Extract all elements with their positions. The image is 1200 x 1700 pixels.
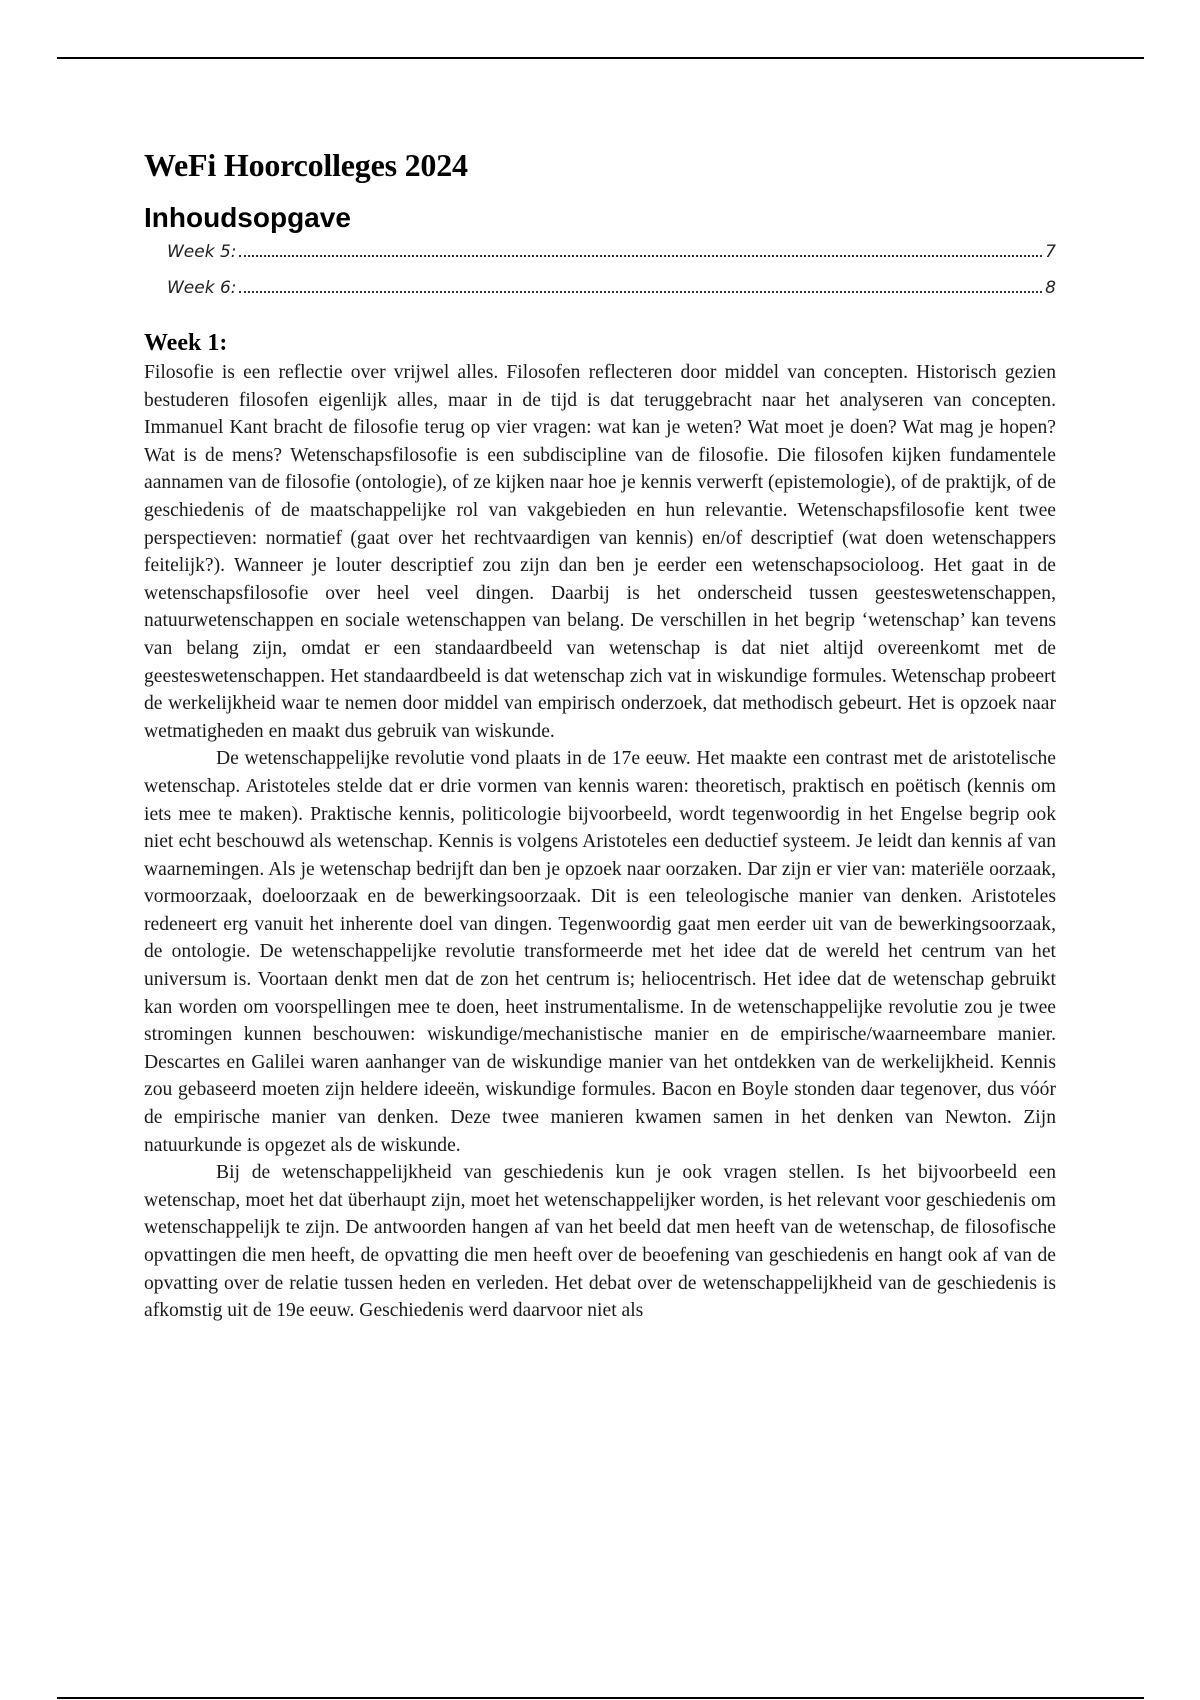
document-title: WeFi Hoorcolleges 2024 <box>144 147 468 183</box>
toc-entry-page: 7 <box>1045 242 1056 262</box>
toc-entry-week-5[interactable] <box>167 242 1056 278</box>
week-1-heading <box>144 328 1056 358</box>
toc-heading: Inhoudsopgave <box>144 202 351 233</box>
paragraph: Bij de wetenschappelijkheid van geschiedenis kun je ook vragen stellen. Is het bijvoorbeeld een wetenschap, moet het dat überhaupt zijn, moet het wetenschappelijker worden, is het relevant voor geschiedenis om wetenschappelijk te zijn. De antwoorden hangen af van het beeld dat men heeft van de wetenschap, de filosofische opvattingen die men heeft, de opvatting die men heeft over de beoefening van geschiedenis en hangt ook af van de opvatting over de relatie tussen heden en verleden. Het debat over de wetenschappelijkheid van de geschiedenis is afkomstig uit de 19e eeuw. Geschiedenis werd daarvoor niet als <box>144 1162 1056 1322</box>
toc-entry-label: Week 5: <box>167 242 237 262</box>
toc-entry-label: Week 6: <box>167 278 237 298</box>
toc-dot-leader <box>239 291 1043 293</box>
table-of-contents <box>144 242 1056 314</box>
paragraph: De wetenschappelijke revolutie vond plaats in de 17e eeuw. Het maakte een contrast met de aristotelische wetenschap. Aristoteles stelde dat er drie vormen van kennis waren: theoretisch, praktisch en poëtisch (kennis om iets mee te maken). Praktische kennis, politicologie bijvoorbeeld, wordt tegenwoordig in het Engelse begrip ook niet echt beschouwd als wetenschap. Kennis is volgens Aristoteles een deductief systeem. Je leidt dan kennis af van waarnemingen. Als je wetenschap bedrijft dan ben je opzoek naar oorzaken. Dar zijn er vier van: materiële oorzaak, vormoorzaak, doeloorzaak en de bewerkingsoorzaak. Dit is een teleologische manier van denken. Aristoteles redeneert erg vanuit het inherente doel van dingen. Tegenwoordig gaat men eerder uit van de bewerkingsoorzaak, de ontologie. De wetenschappelijke revolutie transformeerde met het idee dat de wereld het centrum van het universum is. Voortaan denkt men dat de zon het centrum is; heliocentrisch. Het idee dat de wetenschap gebruikt kan worden om voorspellingen mee te doen, heet instrumentalisme. In de wetenschappelijke revolutie zou je twee stromingen kunnen beschouwen: wiskundige/mechanistische manier en de empirische/waarneembare manier. Descartes en Galilei waren aanhanger van de wiskundige manier van het ontdekken van de werkelijkheid. Kennis zou gebaseerd moeten zijn heldere ideeën, wiskundige formules. Bacon en Boyle stonden daar tegenover, dus vóór de empirische manier van denken. Deze twee manieren kwamen samen in het denken van Newton. Zijn natuurkunde is opgezet als de wiskunde. <box>144 748 1056 1156</box>
toc-dot-leader <box>239 255 1043 257</box>
toc-entry-week-6[interactable] <box>167 278 1056 314</box>
paragraph: Filosofie is een reflectie over vrijwel alles. Filosofen reflecteren door middel van concepten. Historisch gezien bestuderen filosofen eigenlijk alles, maar in de tijd is dat teruggebracht naar het analyseren van concepten. Immanuel Kant bracht de filosofie terug op vier vragen: wat kan je weten? Wat moet je doen? Wat mag je hopen? Wat is de mens? Wetenschapsfilosofie is een subdiscipline van de filosofie. Die filosofen kijken fundamentele aannamen van de filosofie (ontologie), of ze kijken naar hoe je kennis verwerft (epistemologie), of de praktijk, of de geschiedenis of de maatschappelijke rol van vakgebieden en hun relevantie. Wetenschapsfilosofie kent twee perspectieven: normatief (gaat over het rechtvaardigen van kennis) en/of descriptief (wat doen wetenschappers feitelijk?). Wanneer je louter descriptief zou zijn dan ben je eerder een wetenschapsocioloog. Het gaat in de wetenschapsfilosofie over heel veel dingen. Daarbij is het onderscheid tussen geesteswetenschappen, natuurwetenschappen en sociale wetenschappen van belang. De verschillen in het begrip ‘wetenschap’ kan tevens van belang zijn, omdat er een standaardbeeld van wetenschap is dat niet altijd overeenkomt met de geesteswetenschappen. Het standaardbeeld is dat wetenschap zich vat in wiskundige formules. Wetenschap probeert de werkelijkheid waar te nemen door middel van empirisch onderzoek, dat methodisch gebeurt. Het is opzoek naar wetmatigheden en maakt dus gebruik van wiskunde. <box>144 362 1056 742</box>
bottom-rule <box>57 1697 1144 1699</box>
week-1-heading-label: Week 1 <box>144 330 220 356</box>
week-1-heading-colon: : <box>219 330 228 356</box>
page-content <box>144 142 1056 1325</box>
toc-entry-page: 8 <box>1045 278 1056 298</box>
top-rule <box>57 57 1144 59</box>
